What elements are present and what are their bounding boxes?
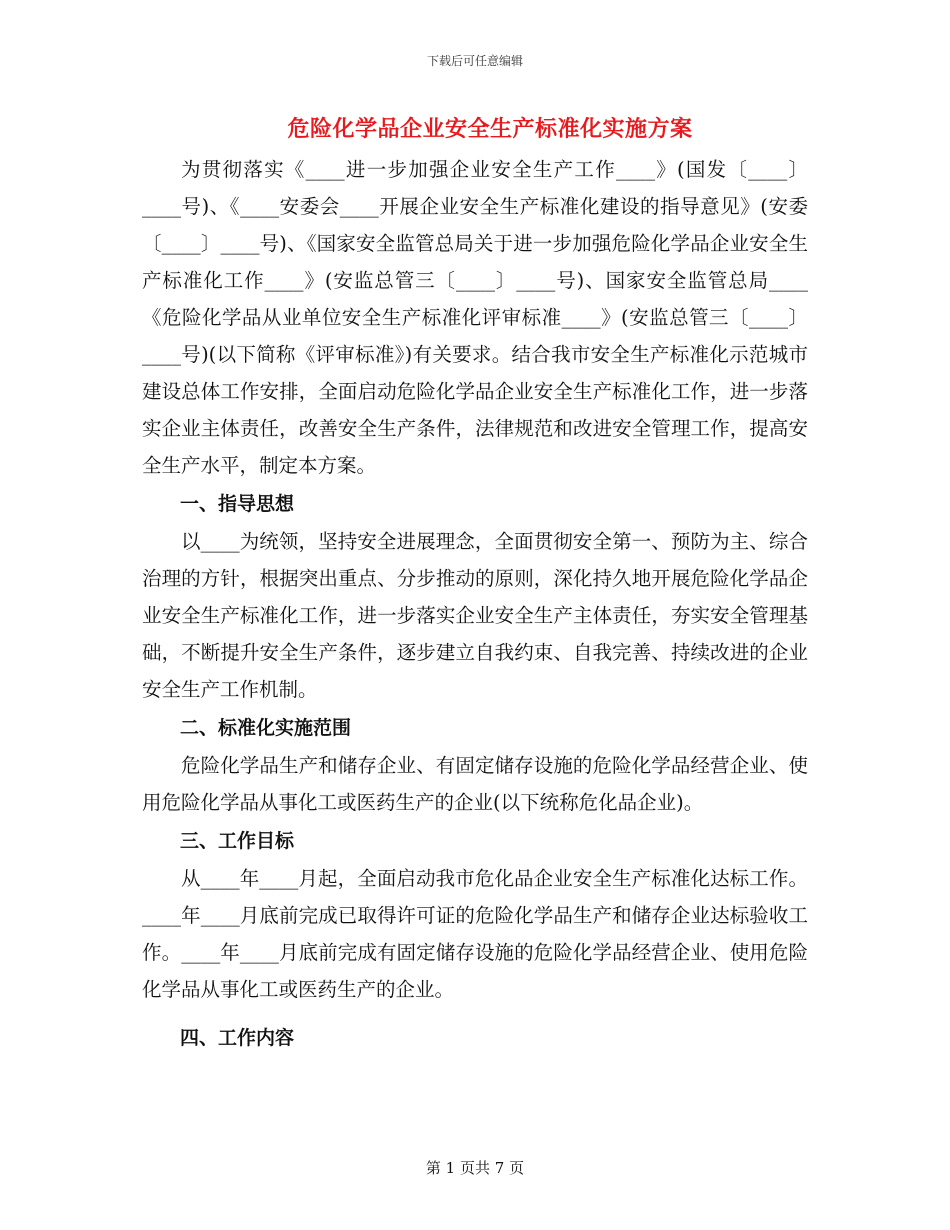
page-number-footer: 第 1 页共 7 页 xyxy=(425,1159,525,1177)
document-body xyxy=(142,151,808,1057)
section-heading-work-content: 四、工作内容 xyxy=(180,1027,295,1049)
document-title: 危险化学品企业安全生产标准化实施方案 xyxy=(287,116,693,142)
section-heading-scope: 二、标准化实施范围 xyxy=(180,717,352,739)
header-note: 下载后可任意编辑 xyxy=(426,54,523,68)
intro-paragraph: 为贯彻落实《____进一步加强企业安全生产工作____》(国发〔____〕____号)、《____安委会____开展企业安全生产标准化建设的指导意见》(安委〔____〕____号)、《国家安全监管总局关于进一步加强危险化学品企业安全生产标准化工作____》(安监总管三〔____〕____号)、国家安全监管总局____《危险化学品从业单位安全生产标准化评审标准____》(安监总管三〔____〕____号)(以下简称《评审标准》)有关要求。结合我市安全生产标准化示范城市建设总体工作安排，全面启动危险化学品企业安全生产标准化工作，进一步落实企业主体责任，改善安全生产条件，法律规范和改进安全管理工作，提高安全生产水平，制定本方案。 xyxy=(142,158,808,477)
section-heading-goals: 三、工作目标 xyxy=(180,830,295,852)
section-heading-guiding-ideology: 一、指导思想 xyxy=(180,493,295,515)
section-body-guiding-ideology: 以____为统领，坚持安全进展理念，全面贯彻安全第一、预防为主、综合治理的方针，根据突出重点、分步推动的原则，深化持久地开展危险化学品企业安全生产标准化工作，进一步落实企业安全生产主体责任，夯实安全管理基础，不断提升安全生产条件，逐步建立自我约束、自我完善、持续改进的企业安全生产工作机制。 xyxy=(142,530,808,701)
section-body-scope: 危险化学品生产和储存企业、有固定储存设施的危险化学品经营企业、使用危险化学品从事化工或医药生产的企业(以下统称危化品企业)。 xyxy=(142,754,808,814)
section-body-goals: 从____年____月起，全面启动我市危化品企业安全生产标准化达标工作。____年____月底前完成已取得许可证的危险化学品生产和储存企业达标验收工作。____年____月底前完成有固定储存设施的危险化学品经营企业、使用危险化学品从事化工或医药生产的企业。 xyxy=(142,867,808,1001)
